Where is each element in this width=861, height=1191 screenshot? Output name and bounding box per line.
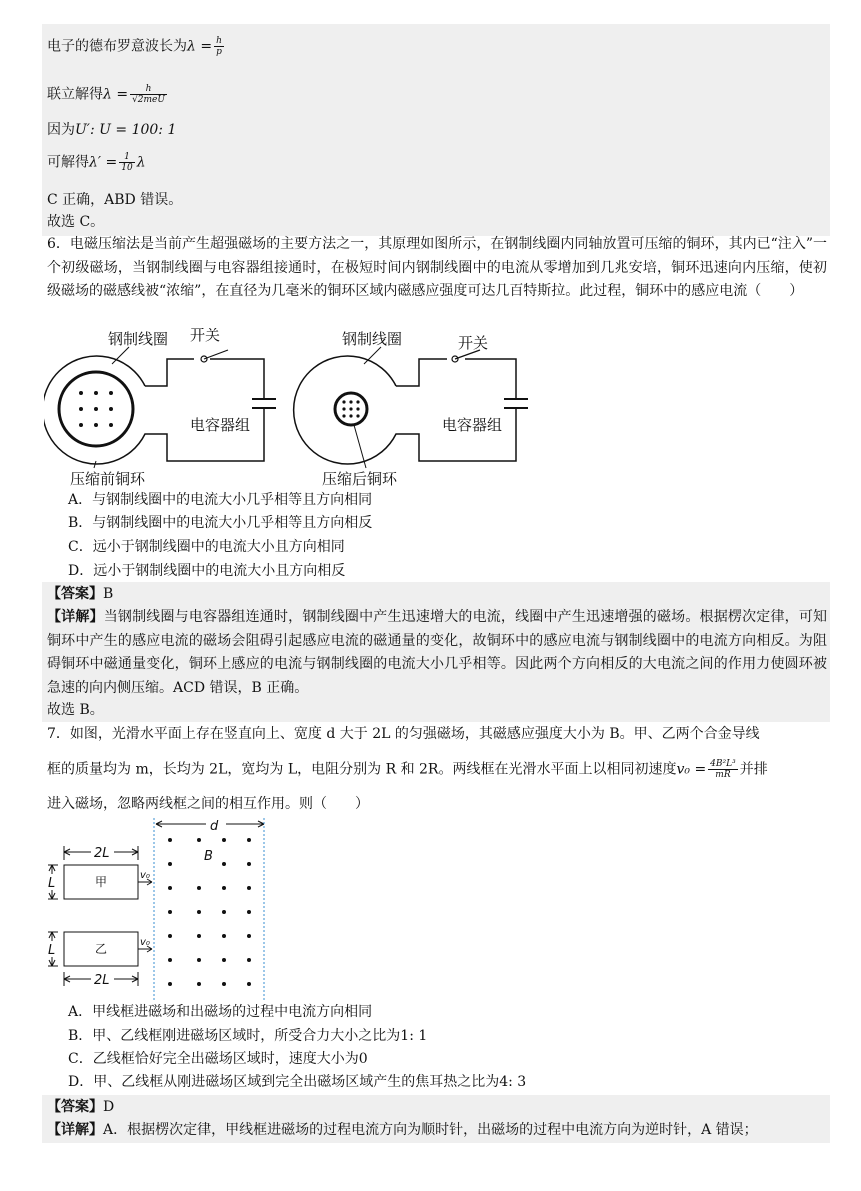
top-length-label: 2L [94, 846, 110, 861]
q6-answer: 【答案】B [47, 586, 114, 602]
solution-line-1: 电子的德布罗意波长为λ = $\frac{h}{p}$ [47, 36, 222, 57]
right-steel-coil [294, 356, 516, 464]
solution-line-5: C 正确，ABD 错误。 [47, 192, 183, 208]
q7-answer: 【答案】D [47, 1099, 115, 1115]
left-steel-coil [44, 356, 264, 464]
q6-conclusion: 故选 B。 [47, 702, 104, 718]
right-ring-label: 压缩后铜环 [322, 470, 398, 488]
v0-top-label: v₀ [140, 870, 150, 881]
solution-line-4: 可解得λ′ = $\frac{1}{10}$ λ [47, 152, 146, 173]
v0-bottom-label: v₀ [140, 937, 150, 948]
right-capacitor-label: 电容器组 [442, 416, 503, 434]
right-coil-label: 钢制线圈 [342, 330, 403, 348]
left-coil-label: 钢制线圈 [108, 330, 169, 348]
q6-option-a: A．与钢制线圈中的电流大小几乎相等且方向相同 [68, 492, 373, 508]
question-6-figure [44, 328, 534, 490]
solution-line-3: 因为U′: U = 100: 1 [47, 122, 177, 138]
left-capacitor-label: 电容器组 [190, 416, 251, 434]
q7-option-b: B．甲、乙线框刚进磁场区域时，所受合力大小之比为1: 1 [68, 1028, 428, 1044]
q6-option-b: B．与钢制线圈中的电流大小几乎相等且方向相反 [68, 515, 373, 531]
bottom-length-label: 2L [94, 973, 110, 988]
left-ring-label: 压缩前铜环 [70, 470, 146, 488]
frame-yi-label: 乙 [95, 942, 108, 956]
q7-option-d: D．甲、乙线框从刚进磁场区域到完全出磁场区域产生的焦耳热之比为4: 3 [68, 1074, 527, 1090]
frame-jia-label: 甲 [95, 875, 108, 889]
right-switch-label: 开关 [458, 334, 489, 352]
q6-option-d: D．远小于钢制线圈中的电流大小且方向相反 [68, 563, 346, 579]
q7-stem-line-3: 进入磁场，忽略两线框之间的相互作用。则（ ） [47, 796, 369, 812]
solution-line-2: 联立解得λ = $\frac{h}{\text{√2meU}}$ [47, 84, 165, 105]
question-6-stem: 6．电磁压缩法是当前产生超强磁场的主要方法之一，其原理如图所示，在钢制线圈内同轴放置可压缩的铜环，其内已“注入”一个初级磁场，当钢制线圈与电容器组接通时，在极短时间内钢制线圈中的电流从零增加到几兆安培，铜环迅速向内压缩，使初级磁场的磁感线被“浓缩”，在直径为几毫米的铜环区域内磁感应强度可达几百特斯拉。此过程，铜环中的感应电流（ ） [47, 236, 827, 299]
bottom-width-label: L [48, 943, 56, 958]
q7-option-a: A．甲线框进磁场和出磁场的过程中电流方向相同 [68, 1004, 373, 1020]
q7-option-c: C．乙线框恰好完全出磁场区域时，速度大小为0 [68, 1051, 368, 1067]
q7-stem-line-1: 7．如图，光滑水平面上存在竖直向上、宽度 d 大于 2L 的匀强磁场，其磁感应强度大小为 B。甲、乙两个合金导线 [47, 726, 760, 742]
top-width-label: L [48, 876, 56, 891]
question-7-figure [44, 816, 274, 1000]
q6-detail: 【详解】当钢制线圈与电容器组连通时，钢制线圈中产生迅速增大的电流，线圈中产生迅速增强的磁场。根据楞次定律，可知铜环中产生的感应电流的磁场会阻碍引起感应电流的磁通量的变化，故铜环中的感应电流与钢制线圈中的电流方向相反。为阻碍铜环中磁通量变化，铜环上感应的电流与钢制线圈的电流大小几乎相等。因此两个方向相反的大电流之间的作用力使圆环被急速的向内侧压缩。ACD 错误，B 正确。 [47, 609, 828, 696]
q6-option-c: C．远小于钢制线圈中的电流大小且方向相同 [68, 539, 345, 555]
q7-detail: 【详解】A．根据楞次定律，甲线框进磁场的过程电流方向为顺时针，出磁场的过程中电流方向为逆时针，A 错误； [47, 1122, 758, 1138]
left-switch-label: 开关 [190, 328, 221, 344]
b-label: B [204, 849, 213, 864]
q7-stem-line-2: 框的质量均为 m，长均为 2L，宽均为 L，电阻分别为 R 和 2R。两线框在光滑水平面上以相同初速度v₀ = $\frac{\text{4B²L³}}{mR}$ 并排 [47, 759, 768, 780]
d-label: d [210, 819, 219, 834]
solution-conclusion: 故选 C。 [47, 214, 105, 230]
